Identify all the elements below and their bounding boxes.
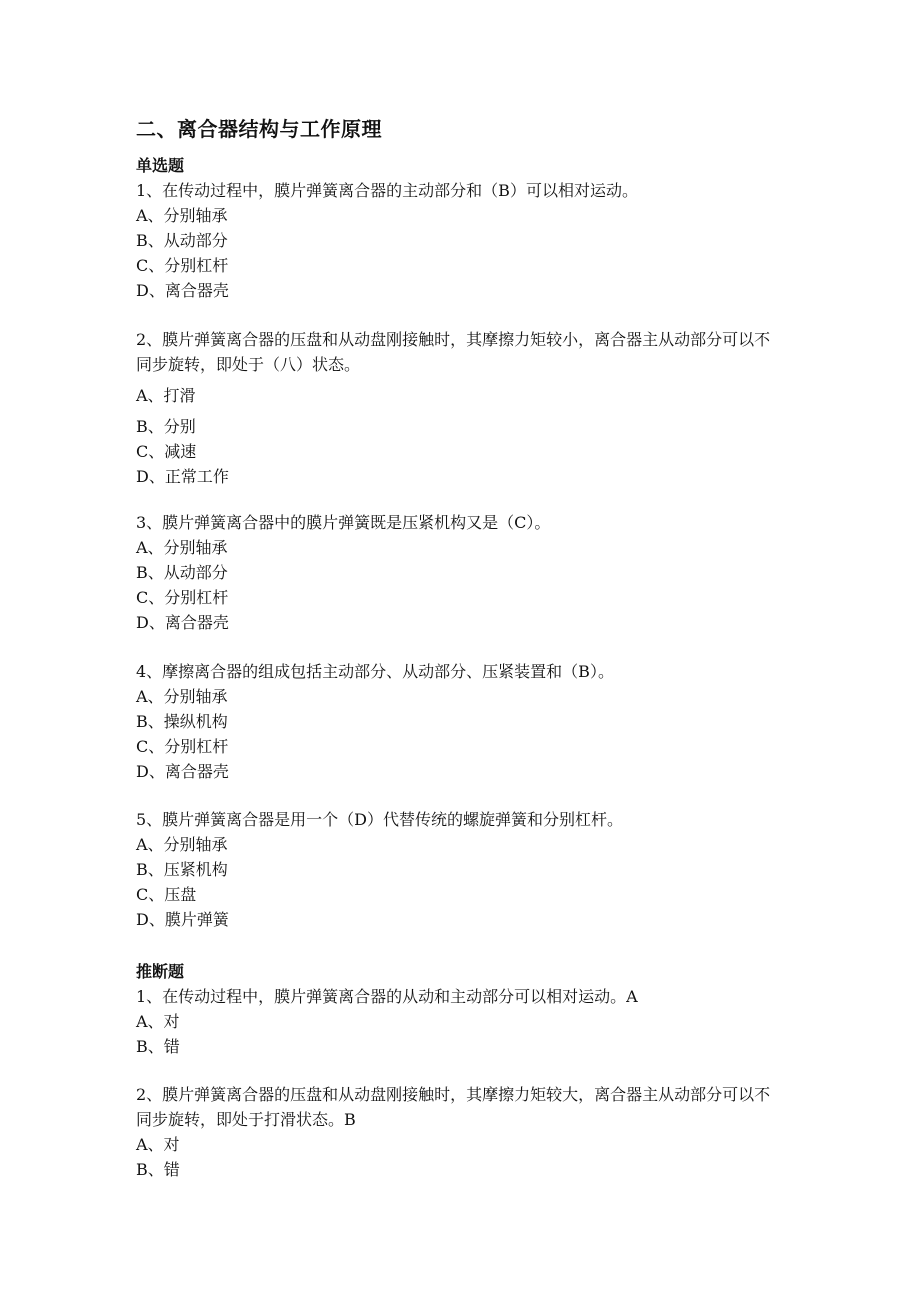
option-b: B、分别 [136, 417, 196, 436]
section-title: 二、离合器结构与工作原理 [136, 117, 382, 141]
single-choice-question-2 [136, 327, 786, 489]
option-d: D、离合器壳 [136, 762, 229, 781]
question-text: 2、膜片弹簧离合器的压盘和从动盘刚接触时，其摩擦力矩较大，离合器主从动部分可以不同步旋转，即处于打滑状态。B [136, 1085, 771, 1129]
option-d: D、离合器壳 [136, 613, 229, 632]
judgment-question-1 [136, 984, 786, 1059]
judgment-heading: 推断题 [136, 962, 185, 981]
option-c: C、分别杠杆 [136, 737, 229, 756]
question-text: 4、摩擦离合器的组成包括主动部分、从动部分、压紧装置和（B）。 [136, 662, 614, 681]
option-a: A、分别轴承 [136, 206, 228, 225]
single-choice-question-4 [136, 659, 786, 784]
option-b: B、操纵机构 [136, 712, 228, 731]
option-a: A、分别轴承 [136, 538, 228, 557]
single-choice-question-5 [136, 807, 786, 932]
option-d: D、膜片弹簧 [136, 910, 229, 929]
question-text: 2、膜片弹簧离合器的压盘和从动盘刚接触时，其摩擦力矩较小，离合器主从动部分可以不同步旋转，即处于（八）状态。 [136, 330, 771, 374]
option-a: A、分别轴承 [136, 687, 228, 706]
option-a: A、分别轴承 [136, 835, 228, 854]
question-text: 3、膜片弹簧离合器中的膜片弹簧既是压紧机构又是（C）。 [136, 513, 551, 532]
option-c: C、分别杠杆 [136, 588, 229, 607]
option-b: B、从动部分 [136, 231, 228, 250]
option-d: D、正常工作 [136, 467, 229, 486]
option-a: A、对 [136, 1012, 180, 1031]
option-b: B、错 [136, 1160, 180, 1179]
option-c: C、减速 [136, 442, 197, 461]
option-a: A、对 [136, 1135, 180, 1154]
single-choice-question-1 [136, 178, 786, 303]
question-text: 1、在传动过程中，膜片弹簧离合器的主动部分和（B）可以相对运动。 [136, 181, 638, 200]
option-b: B、错 [136, 1037, 180, 1056]
judgment-question-2 [136, 1082, 786, 1182]
option-b: B、从动部分 [136, 563, 228, 582]
question-text: 5、膜片弹簧离合器是用一个（D）代替传统的螺旋弹簧和分别杠杆。 [136, 810, 624, 829]
single-choice-heading: 单选题 [136, 156, 185, 175]
option-d: D、离合器壳 [136, 281, 229, 300]
question-text: 1、在传动过程中，膜片弹簧离合器的从动和主动部分可以相对运动。A [136, 987, 638, 1006]
option-b: B、压紧机构 [136, 860, 228, 879]
single-choice-question-3 [136, 510, 786, 635]
option-c: C、压盘 [136, 885, 197, 904]
option-c: C、分别杠杆 [136, 256, 229, 275]
option-a: A、打滑 [136, 386, 196, 405]
